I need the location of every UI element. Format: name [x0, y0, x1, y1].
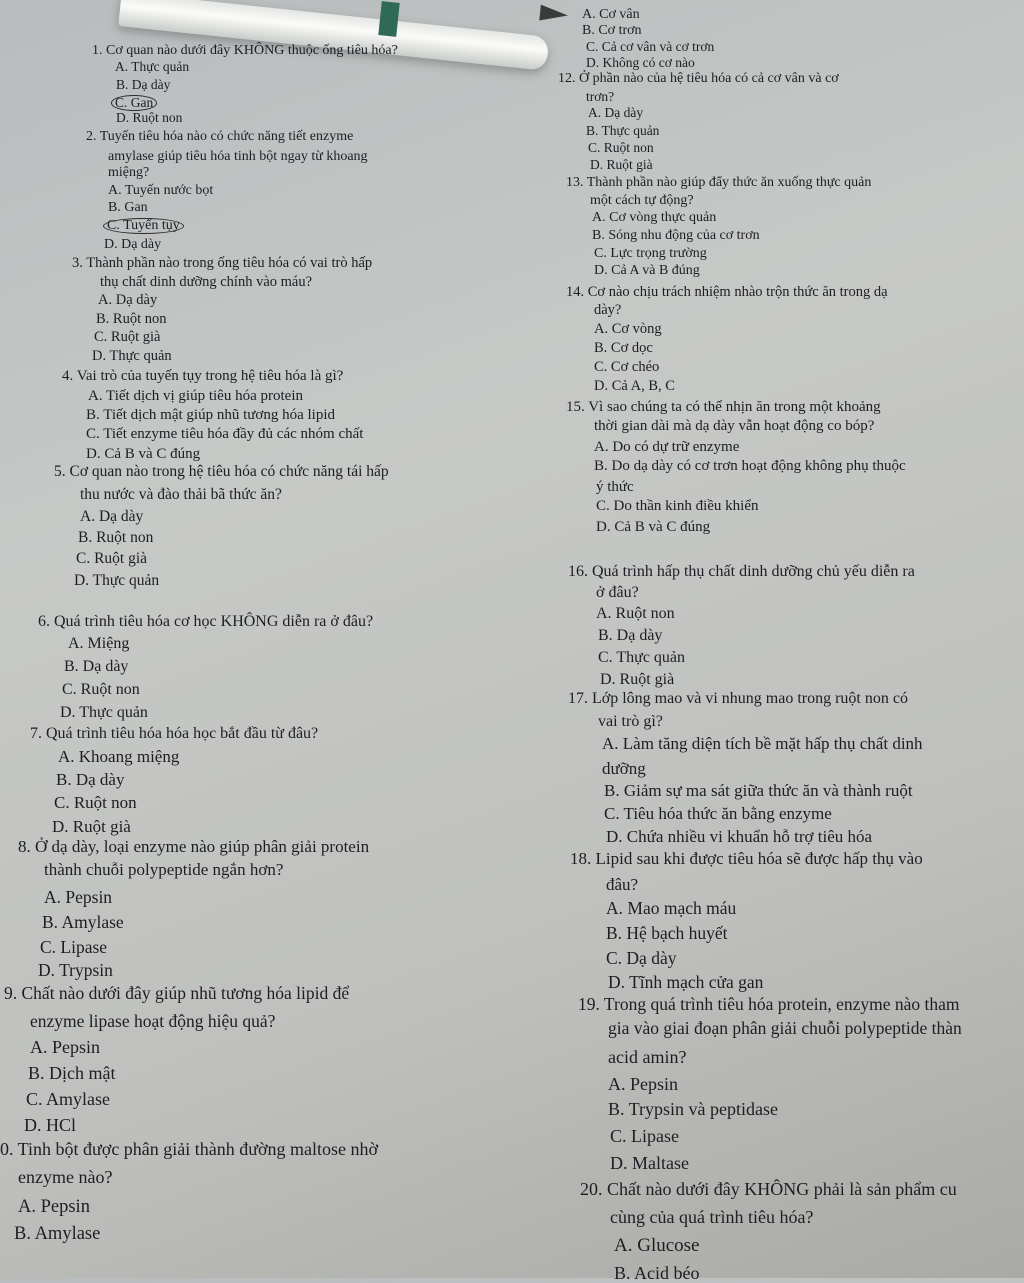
option-text: B. Cơ dọc	[594, 340, 653, 356]
option-text: D. Cả A và B đúng	[594, 263, 700, 278]
option-text: B. Dịch mật	[28, 1063, 116, 1083]
option-line	[14, 1225, 100, 1244]
option-line	[590, 194, 694, 208]
option-line	[594, 247, 707, 261]
option-line	[606, 925, 728, 943]
option-text: miệng?	[108, 165, 150, 180]
question-line	[62, 369, 343, 384]
question-line	[92, 44, 398, 58]
option-line	[608, 1100, 778, 1118]
option-text: D. Không có cơ nào	[586, 55, 695, 70]
option-line	[44, 889, 112, 907]
option-text: B. Sóng nhu động của cơ trơn	[592, 228, 760, 243]
option-line	[30, 1038, 100, 1056]
question-line	[54, 464, 389, 480]
question-line	[580, 1180, 957, 1198]
option-text: ý thức	[596, 479, 634, 495]
option-text: A. Tuyến nước bọt	[108, 183, 214, 198]
option-line	[38, 962, 113, 980]
option-line	[604, 805, 832, 822]
option-text: trơn?	[586, 89, 615, 104]
option-text: A. Do có dự trữ enzyme	[594, 439, 740, 455]
question-line	[86, 130, 353, 144]
option-text: A. Cơ vòng	[594, 321, 662, 337]
option-line	[64, 659, 128, 675]
question-text: 6. Quá trình tiêu hóa cơ học KHÔNG diễn ra ở đâu?	[38, 613, 374, 630]
option-line	[582, 24, 642, 38]
question-line	[72, 256, 372, 271]
question-line	[4, 985, 349, 1003]
option-text: B. Thực quản	[586, 123, 660, 138]
question-text: 5. Cơ quan nào trong hệ tiêu hóa có chức năng tái hấp	[54, 463, 389, 480]
option-line	[586, 56, 695, 70]
option-text: gia vào giai đoạn phân giải chuỗi polypeptide thàn	[608, 1018, 962, 1038]
option-line	[92, 349, 172, 364]
option-line	[608, 1020, 962, 1038]
option-text: D. Cả A, B, C	[594, 378, 675, 394]
option-line	[594, 264, 700, 278]
question-line	[566, 176, 871, 190]
option-line	[116, 111, 182, 125]
option-line	[116, 78, 170, 92]
option-text: thu nước và đào thải bã thức ăn?	[80, 486, 282, 503]
pen-band	[378, 1, 399, 37]
option-text: D. Trypsin	[38, 960, 113, 980]
option-line	[108, 150, 368, 164]
question-line	[38, 614, 373, 630]
option-line	[594, 440, 739, 455]
option-line	[86, 447, 200, 462]
option-line	[588, 141, 654, 155]
option-line	[18, 1198, 90, 1217]
option-line	[74, 573, 159, 589]
option-line	[76, 551, 147, 567]
option-text: D. Ruột non	[116, 110, 183, 125]
option-text: A. Dạ dày	[80, 508, 144, 525]
option-text: B. Acid béo	[614, 1263, 700, 1283]
option-line	[116, 95, 157, 111]
option-text: C. Ruột già	[76, 550, 148, 567]
option-text: A. Ruột non	[596, 605, 675, 622]
question-line	[0, 1140, 378, 1158]
option-text: C. Tiêu hóa thức ăn bằng enzyme	[604, 804, 832, 823]
option-text: D. Thực quản	[92, 348, 172, 364]
option-line	[44, 861, 283, 878]
option-text: C. Do thần kinh điều khiển	[596, 498, 759, 514]
option-line	[58, 748, 179, 765]
option-text: B. Ruột non	[78, 529, 154, 546]
question-line	[558, 72, 839, 86]
option-line	[86, 427, 363, 442]
option-line	[596, 606, 675, 622]
question-line	[566, 285, 888, 300]
option-line	[608, 1075, 678, 1093]
question-text: 0. Tinh bột được phân giải thành đường maltose nhờ	[0, 1139, 379, 1159]
option-text: D. Cả B và C đúng	[86, 446, 201, 462]
option-text: B. Dạ dày	[116, 77, 171, 92]
question-text: 12. Ở phần nào của hệ tiêu hóa có cả cơ vân và cơ	[558, 71, 839, 86]
option-text: B. Hệ bạch huyết	[606, 923, 728, 943]
option-line	[86, 408, 335, 423]
question-text: 18. Lipid sau khi được tiêu hóa sẽ được hấp thụ vào	[570, 849, 923, 868]
option-line	[586, 40, 714, 54]
question-line	[566, 400, 881, 415]
option-line	[586, 124, 659, 138]
option-line	[24, 1116, 76, 1134]
option-line	[26, 1090, 110, 1108]
option-line	[96, 312, 167, 327]
option-line	[60, 705, 148, 721]
question-text: 1. Cơ quan nào dưới đây KHÔNG thuộc ống tiêu hóa?	[92, 43, 398, 58]
option-text: C. Amylase	[26, 1089, 110, 1109]
option-text: acid amin?	[608, 1047, 687, 1067]
option-text: B. Ruột non	[96, 311, 167, 327]
option-line	[108, 218, 184, 234]
option-text: A. Dạ dày	[588, 105, 644, 120]
option-line	[108, 166, 149, 180]
option-text: thụ chất dinh dưỡng chính vào máu?	[100, 274, 313, 290]
question-text: 15. Vì sao chúng ta có thể nhịn ăn trong một khoảng	[566, 399, 881, 415]
option-text: B. Amylase	[42, 912, 124, 932]
option-text: D. Cả B và C đúng	[596, 519, 711, 535]
option-line	[586, 90, 614, 104]
option-text: D. Thực quản	[60, 704, 148, 721]
option-text: enzyme lipase hoạt động hiệu quả?	[30, 1011, 276, 1031]
option-text: thời gian dài mà dạ dày vẫn hoạt động co bóp?	[594, 418, 875, 434]
option-line	[94, 330, 160, 345]
option-line	[594, 360, 659, 375]
question-text: 2. Tuyến tiêu hóa nào có chức năng tiết enzyme	[86, 129, 354, 144]
option-text: enzyme nào?	[18, 1167, 113, 1187]
option-line	[606, 900, 736, 918]
option-text: C. Dạ dày	[606, 948, 677, 968]
option-line	[604, 782, 913, 799]
option-text: C. Thực quản	[598, 649, 686, 666]
option-text: B. Dạ dày	[56, 770, 125, 789]
option-text: C. Lipase	[610, 1126, 679, 1146]
option-text: C. Cơ chéo	[594, 359, 660, 375]
option-text: A. Miệng	[68, 635, 130, 652]
option-line	[594, 322, 662, 337]
option-line	[590, 158, 653, 172]
question-text: 16. Quá trình hấp thụ chất dinh dưỡng chủ yếu diễn ra	[568, 563, 915, 580]
option-line	[608, 1048, 686, 1066]
option-line	[582, 8, 640, 22]
option-text: D. Thực quản	[74, 572, 160, 589]
option-line	[594, 459, 906, 474]
option-line	[588, 106, 643, 120]
option-text: B. Do dạ dày có cơ trơn hoạt động không phụ thuộc	[594, 458, 906, 474]
option-text: B. Dạ dày	[598, 627, 663, 644]
option-text: A. Cơ vòng thực quản	[592, 210, 717, 225]
option-line	[56, 771, 124, 788]
option-text: A. Dạ dày	[98, 292, 158, 308]
option-text: đâu?	[606, 875, 639, 894]
option-line	[602, 760, 646, 777]
option-text: D. HCl	[24, 1115, 77, 1135]
option-line	[52, 818, 131, 835]
option-line	[108, 201, 148, 215]
option-line	[98, 293, 157, 308]
option-line	[594, 303, 621, 318]
question-line	[568, 691, 908, 707]
option-line	[28, 1064, 116, 1082]
option-text: ở đâu?	[596, 584, 639, 601]
option-line	[100, 275, 312, 290]
option-line	[80, 487, 282, 503]
option-text: C. Tiết enzyme tiêu hóa đầy đủ các nhóm chất	[86, 426, 364, 442]
question-line	[18, 838, 369, 855]
option-text: D. Dạ dày	[104, 237, 162, 252]
pen-tip	[539, 5, 569, 24]
option-line	[40, 939, 107, 957]
question-line	[570, 850, 923, 867]
option-line	[598, 714, 663, 730]
option-line	[80, 509, 143, 525]
option-text: B. Dạ dày	[64, 658, 129, 675]
option-line	[68, 636, 129, 652]
option-line	[614, 1264, 700, 1282]
option-line	[592, 229, 760, 243]
option-line	[610, 1154, 689, 1172]
option-text: A. Pepsin	[44, 887, 113, 907]
option-text: B. Cơ trơn	[582, 23, 642, 38]
circled-answer: C. Tuyến tụy	[103, 218, 184, 234]
option-line	[594, 379, 675, 394]
question-text: 7. Quá trình tiêu hóa hóa học bắt đầu từ đâu?	[30, 725, 319, 742]
option-text: C. Ruột non	[588, 140, 654, 155]
option-text: một cách tự động?	[590, 193, 694, 208]
option-line	[602, 735, 923, 752]
option-text: B. Gan	[108, 200, 148, 215]
option-line	[596, 585, 639, 601]
option-text: dưỡng	[602, 759, 646, 778]
option-line	[115, 60, 189, 74]
option-text: A. Cơ vân	[582, 7, 640, 22]
option-text: A. Mao mạch máu	[606, 898, 737, 918]
option-text: amylase giúp tiêu hóa tinh bột ngay từ khoang	[108, 149, 368, 164]
option-text: C. Ruột non	[54, 793, 137, 812]
option-text: A. Thực quản	[115, 59, 190, 74]
option-line	[606, 950, 676, 968]
option-text: B. Trypsin và peptidase	[608, 1099, 779, 1119]
option-line	[598, 628, 662, 644]
option-line	[608, 974, 763, 992]
option-line	[88, 389, 303, 404]
option-text: D. Maltase	[610, 1153, 689, 1173]
option-text: D. Ruột già	[600, 671, 675, 688]
option-line	[108, 184, 213, 198]
option-text: C. Cả cơ vân và cơ trơn	[586, 39, 715, 54]
question-text: 8. Ở dạ dày, loại enzyme nào giúp phân giải protein	[18, 837, 370, 856]
option-text: C. Ruột già	[94, 329, 161, 345]
question-line	[578, 996, 960, 1014]
question-text: 14. Cơ nào chịu trách nhiệm nhào trộn thức ăn trong dạ	[566, 284, 888, 300]
option-line	[18, 1168, 112, 1186]
option-text: thành chuỗi polypeptide ngắn hơn?	[44, 860, 284, 879]
option-line	[614, 1236, 699, 1255]
question-text: 13. Thành phần nào giúp đẩy thức ăn xuống thực quản	[566, 175, 872, 190]
question-text: 19. Trong quá trình tiêu hóa protein, enzyme nào tham	[578, 994, 960, 1014]
option-text: D. Tĩnh mạch cửa gan	[608, 972, 764, 992]
option-text: A. Pepsin	[608, 1074, 679, 1094]
option-text: D. Chứa nhiều vi khuẩn hỗ trợ tiêu hóa	[606, 827, 873, 846]
question-text: 4. Vai trò của tuyến tụy trong hệ tiêu hóa là gì?	[62, 368, 344, 384]
option-line	[62, 682, 140, 698]
question-line	[30, 726, 318, 742]
option-text: B. Giảm sự ma sát giữa thức ăn và thành ruột	[604, 781, 913, 800]
option-text: C. Lực trọng trường	[594, 246, 707, 261]
option-line	[592, 211, 716, 225]
option-text: B. Tiết dịch mật giúp nhũ tương hóa lipid	[86, 407, 335, 423]
option-text: dày?	[594, 302, 622, 318]
question-text: 17. Lớp lông mao và vi nhung mao trong ruột non có	[568, 690, 908, 707]
option-text: D. Ruột già	[52, 817, 131, 836]
option-text: cùng của quá trình tiêu hóa?	[610, 1207, 814, 1227]
circled-answer: C. Gan	[111, 95, 157, 111]
option-text: C. Lipase	[40, 937, 108, 957]
option-line	[600, 672, 674, 688]
option-text: A. Glucose	[614, 1235, 700, 1256]
option-line	[594, 341, 653, 356]
option-line	[598, 650, 685, 666]
option-line	[610, 1127, 679, 1145]
option-line	[42, 914, 124, 932]
option-text: B. Amylase	[14, 1224, 101, 1244]
option-line	[606, 828, 872, 845]
option-text: A. Khoang miệng	[58, 747, 180, 766]
option-line	[78, 530, 153, 546]
option-line	[596, 520, 710, 535]
option-line	[596, 480, 634, 495]
option-text: D. Ruột già	[590, 157, 653, 172]
option-text: vai trò gì?	[598, 713, 663, 730]
option-text: A. Pepsin	[18, 1197, 90, 1217]
option-text: C. Ruột non	[62, 681, 140, 698]
option-line	[54, 794, 137, 811]
question-text: 20. Chất nào dưới đây KHÔNG phải là sản phẩm cu	[580, 1179, 957, 1199]
question-line	[568, 564, 915, 580]
option-line	[30, 1013, 275, 1031]
option-line	[610, 1208, 813, 1226]
option-line	[594, 419, 874, 434]
option-text: A. Tiết dịch vị giúp tiêu hóa protein	[88, 388, 303, 404]
question-text: 3. Thành phần nào trong ống tiêu hóa có vai trò hấp	[72, 255, 373, 271]
option-line	[104, 238, 161, 252]
question-text: 9. Chất nào dưới đây giúp nhũ tương hóa lipid để	[4, 983, 350, 1003]
option-line	[606, 876, 638, 893]
option-line	[596, 499, 758, 514]
option-text: A. Pepsin	[30, 1037, 101, 1057]
option-text: A. Làm tăng diện tích bề mặt hấp thụ chất dinh	[602, 734, 923, 753]
